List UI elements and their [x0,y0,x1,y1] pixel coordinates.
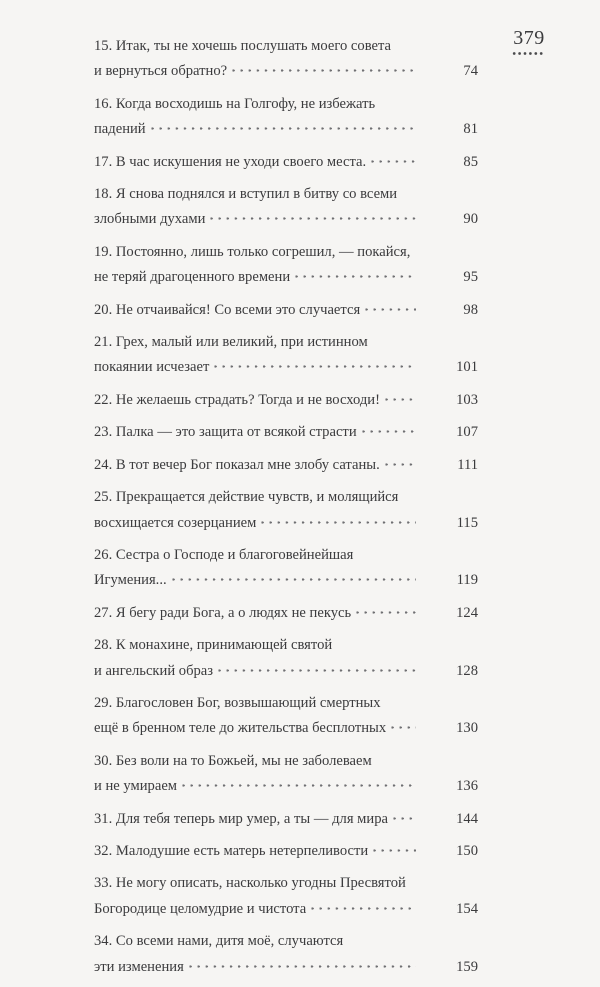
toc-entry-line-text: 27. Я бегу ради Бога, а о людях не пекусь [94,604,352,621]
leader-dots [151,127,416,130]
toc-entry-body [94,240,478,291]
toc-entry-body [94,92,478,143]
toc-entry-line-text: 32. Малодушие есть матерь нетерпеливости [94,842,369,859]
leader-dots [356,611,416,614]
toc-entry-line [94,716,416,741]
toc-entry[interactable] [94,34,478,85]
toc-entry-line-text: падений [94,121,146,138]
toc-entry-line [94,511,416,536]
toc-entry[interactable] [94,485,478,536]
toc-entry-page-number[interactable]: 150 [456,842,478,859]
toc-entry-title [94,330,416,381]
toc-entry-body [94,749,478,800]
toc-entry-line [94,207,416,232]
toc-entry-line [94,871,416,896]
toc-entry-line [94,182,416,207]
toc-entry-page-number[interactable]: 128 [456,662,478,679]
toc-entry-line-text: 22. Не желаешь страдать? Тогда и не восходи! [94,391,380,408]
toc-entry[interactable] [94,749,478,800]
toc-entry-line [94,807,416,832]
toc-entry-page-number[interactable]: 119 [456,572,478,589]
toc-entry-title [94,485,416,536]
toc-entry-line [94,749,416,774]
toc-entry-line-text: и вернуться обратно? [94,63,228,80]
toc-entry[interactable] [94,240,478,291]
toc-entry-page-number[interactable]: 130 [456,720,478,737]
toc-entry-line [94,543,416,568]
toc-entry[interactable] [94,543,478,594]
toc-entry-line [94,117,416,142]
toc-entry-page-number[interactable]: 74 [463,63,478,80]
toc-entry[interactable] [94,929,478,980]
toc-entry-page-number[interactable]: 136 [456,778,478,795]
toc-entry[interactable] [94,453,478,478]
toc-entry[interactable] [94,839,478,864]
toc-entry[interactable] [94,298,478,323]
toc-entry-title [94,34,416,85]
toc-entry-line-text: 34. Со всеми нами, дитя моё, случаются [94,933,344,950]
toc-entry-line-text: 28. К монахине, принимающей святой [94,637,333,654]
toc-entry-body [94,929,478,980]
toc-entry-title [94,929,416,980]
toc-entry-title [94,543,416,594]
toc-entry-page-number[interactable]: 144 [456,810,478,827]
toc-entry-line [94,420,416,445]
toc-entry-line [94,388,416,413]
toc-entry-page-number[interactable]: 103 [456,391,478,408]
toc-entry-line-text: восхищается созерцанием [94,514,257,531]
toc-entry-title [94,182,416,233]
toc-entry-title [94,150,416,175]
toc-entry-title [94,240,416,291]
leader-dots [232,69,416,72]
toc-entry-title [94,453,416,478]
toc-entry-line [94,601,416,626]
toc-entry-title [94,388,416,413]
leader-dots [189,965,416,968]
toc-entry-line-text: 19. Постоянно, лишь только согрешил, — покайся, [94,243,411,260]
leader-dots [385,398,416,401]
leader-dots [218,669,416,672]
toc-entry-line-text: Игумения... [94,572,167,589]
toc-entry-body [94,34,478,85]
toc-entry-body [94,150,478,175]
toc-entry-line [94,59,416,84]
toc-entry-body [94,388,478,413]
toc-entry-title [94,839,416,864]
toc-entry-line-text: 15. Итак, ты не хочешь послушать моего совета [94,38,392,54]
toc-entry-line [94,34,416,59]
toc-entry-line [94,839,416,864]
toc-entry-line-text: покаянии исчезает [94,359,210,376]
toc-entry-line [94,929,416,954]
toc-entry-body [94,601,478,626]
toc-entry-line-text: 33. Не могу описать, насколько угодны Пресвятой [94,875,406,892]
toc-entry[interactable] [94,388,478,413]
leader-dots [214,365,416,368]
toc-entry-title [94,633,416,684]
toc-entry-line [94,691,416,716]
toc-entry-title [94,691,416,742]
toc-entry-title [94,871,416,922]
toc-entry-page-number[interactable]: 154 [456,900,478,917]
toc-entry-line-text: 30. Без воли на то Божьей, мы не заболеваем [94,752,372,769]
toc-entry[interactable] [94,601,478,626]
toc-entry-line-text: злобными духами [94,211,206,228]
toc-entry[interactable] [94,420,478,445]
toc-entry-body [94,871,478,922]
toc-entry-line [94,955,416,980]
toc-entry-line-text: 21. Грех, малый или великий, при истинном [94,334,368,351]
toc-entry-body [94,839,478,864]
toc-entry[interactable] [94,150,478,175]
table-of-contents [94,34,478,987]
toc-entry[interactable] [94,92,478,143]
toc-entry-body [94,182,478,233]
toc-entry-line-text: 23. Палка — это защита от всякой страсти [94,424,357,441]
leader-dots [391,726,416,729]
leader-dots [365,308,416,311]
toc-entry-line [94,355,416,380]
toc-entry-page-number[interactable]: 90 [463,211,478,228]
toc-entry-line [94,92,416,117]
toc-entry-title [94,298,416,323]
toc-entry-page-number[interactable]: 81 [463,121,478,138]
leader-dots [261,521,416,524]
leader-dots [393,817,416,820]
leader-dots [362,430,416,433]
toc-entry-line-text: 26. Сестра о Господе и благоговейнейшая [94,546,354,563]
toc-entry-body [94,485,478,536]
toc-entry-page-number[interactable]: 98 [463,301,478,318]
toc-entry-title [94,92,416,143]
toc-entry-line [94,774,416,799]
dot-row-ornament-icon [512,51,546,56]
toc-entry-body [94,543,478,594]
toc-entry-page-number[interactable]: 111 [457,456,478,473]
toc-entry-page-number[interactable]: 159 [456,958,478,975]
toc-entry[interactable] [94,691,478,742]
toc-entry-title [94,601,416,626]
toc-entry-line [94,150,416,175]
toc-entry-line-text: ещё в бренном теле до жительства бесплотных [94,720,387,737]
leader-dots [385,463,416,466]
toc-entry-line [94,659,416,684]
toc-entry-page-number[interactable]: 115 [456,514,478,531]
leader-dots [182,784,416,787]
toc-entry-line [94,298,416,323]
toc-entry-page-number[interactable]: 124 [456,604,478,621]
toc-entry-body [94,691,478,742]
toc-entry-body [94,330,478,381]
toc-entry-body [94,420,478,445]
page-number: 379 [513,27,545,49]
leader-dots [172,578,416,581]
toc-entry-page-number[interactable]: 85 [463,153,478,170]
leader-dots [311,907,416,910]
toc-entry-line [94,330,416,355]
toc-entry-title [94,807,416,832]
toc-entry[interactable] [94,633,478,684]
leader-dots [210,217,416,220]
toc-entry-title [94,420,416,445]
toc-entry[interactable] [94,182,478,233]
toc-entry-line-text: 25. Прекращается действие чувств, и молящийся [94,489,399,506]
toc-entry-title [94,749,416,800]
toc-entry-line [94,633,416,658]
toc-entry-line [94,568,416,593]
toc-entry-line-text: Богородице целомудрие и чистота [94,900,307,917]
toc-entry-line [94,265,416,290]
toc-entry-line-text: и ангельский образ [94,662,214,679]
toc-entry-line-text: 20. Не отчаивайся! Со всеми это случается [94,301,361,318]
toc-entry-body [94,453,478,478]
folio [496,28,562,56]
toc-entry-page-number[interactable]: 107 [456,424,478,441]
leader-dots [373,849,416,852]
toc-entry-line [94,897,416,922]
toc-entry-line [94,485,416,510]
toc-entry-line-text: эти изменения [94,958,184,975]
toc-entry-line [94,240,416,265]
toc-entry-line [94,453,416,478]
leader-dots [295,275,416,278]
toc-entry-body [94,633,478,684]
toc-entry[interactable] [94,871,478,922]
leader-dots [371,160,416,163]
toc-entry-page-number[interactable]: 95 [463,269,478,286]
toc-entry-line-text: 31. Для тебя теперь мир умер, а ты — для мира [94,810,388,827]
toc-entry[interactable] [94,330,478,381]
toc-entry[interactable] [94,807,478,832]
toc-entry-line-text: 17. В час искушения не уходи своего места. [94,153,367,170]
toc-entry-body [94,298,478,323]
toc-entry-line-text: 29. Благословен Бог, возвышающий смертных [94,694,381,711]
toc-entry-line-text: не теряй драгоценного времени [94,269,291,286]
toc-entry-body [94,807,478,832]
toc-entry-line-text: и не умираем [94,778,178,795]
toc-entry-page-number[interactable]: 101 [456,359,478,376]
toc-entry-line-text: 18. Я снова поднялся и вступил в битву со всеми [94,186,398,203]
toc-entry-line-text: 24. В тот вечер Бог показал мне злобу сатаны. [94,456,380,473]
toc-entry-line-text: 16. Когда восходишь на Голгофу, не избежать [94,95,376,112]
